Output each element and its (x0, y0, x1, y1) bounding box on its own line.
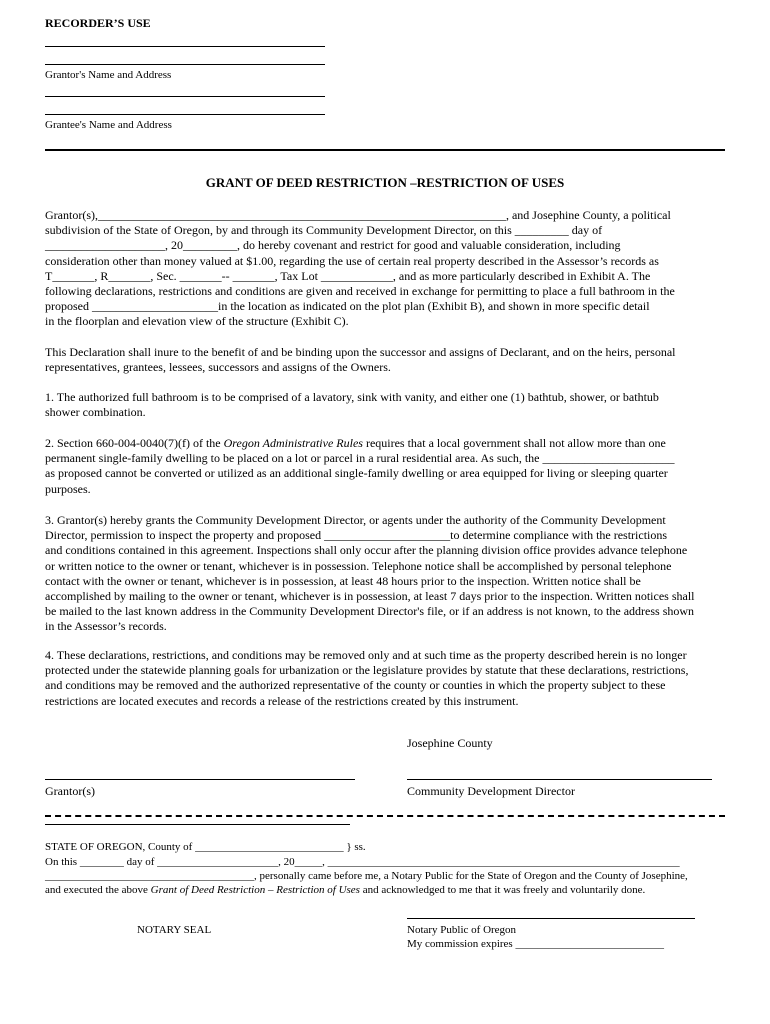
commission-expires-label: My commission expires ___________________________ (407, 938, 664, 950)
instrument-title: Grant of Deed Restriction – Restriction of Uses (150, 884, 360, 896)
notary-executed-text: and executed the above (45, 884, 151, 896)
item-3-line: Director, permission to inspect the property and proposed _____________________to determine compliance with the restrictions (45, 528, 668, 543)
item-3-line: contact with the owner or tenant, whichever is in possession, at least 48 hours prior to the inspection. Written notice shall be (45, 573, 641, 588)
item-1-line: shower combination. (45, 405, 146, 420)
director-signature-line[interactable] (407, 779, 712, 780)
intro-line: T_______, R_______, Sec. _______-- _______, Tax Lot ____________, and as more particularly described in Exhibit A. The (45, 268, 651, 283)
header-divider (45, 149, 725, 151)
item-3-line: be mailed to the last known address in the Community Development Director's file, or if an address is not known, to the address shown (45, 604, 695, 619)
notary-executed-line (45, 883, 645, 897)
item-2-line: permanent single-family dwelling to be placed on a lot or parcel in a rural residential area. As such, the ______________________ (45, 451, 675, 466)
notary-on-this-line: On this ________ day of ______________________, 20_____, ________________________________________________________________ (45, 856, 680, 868)
item-3-line: in the Assessor’s records. (45, 619, 167, 634)
notary-public-label: Notary Public of Oregon (407, 924, 517, 936)
grantor-signature-label: Grantor(s) (45, 784, 95, 798)
item-3-line: and conditions contained in this agreement. Inspections shall only occur after the planning division office provides advance telephone (45, 543, 688, 558)
grantee-line-2[interactable] (45, 114, 325, 115)
grantor-line-1[interactable] (45, 46, 325, 47)
intro-line: proposed _____________________in the location as indicated on the plot plan (Exhibit B), and shown in more specific detail (45, 299, 650, 314)
notary-signature-line[interactable] (407, 918, 695, 919)
director-signature-label: Community Development Director (407, 784, 575, 798)
item-3-line: accomplished by mailing to the owner or tenant, whichever is in possession, at least 7 days prior to the inspection. Written notices shall (45, 589, 695, 604)
notary-personally-line: ______________________________________, personally came before me, a Notary Public for the State of Oregon and the County of Josephine, (45, 870, 688, 882)
item-3-line: or written notice to the owner or tenant, whichever is in possession. Telephone notice shall be accomplished by personal telephone (45, 558, 672, 573)
declaration-line: This Declaration shall inure to the benefit of and be binding upon the successor and assigns of Declarant, and on the heirs, personal (45, 345, 676, 359)
document-title: GRANT OF DEED RESTRICTION –RESTRICTION OF USES (205, 175, 565, 190)
intro-paragraph (45, 208, 725, 330)
recorders-use-heading: RECORDER’S USE (45, 16, 151, 30)
item-3-line: 3. Grantor(s) hereby grants the Community Development Director, or agents under the authority of the Community Development (45, 513, 666, 527)
notary-seal-label: NOTARY SEAL (137, 924, 212, 936)
item-1-line: 1. The authorized full bathroom is to be comprised of a lavatory, sink with vanity, and either one (1) bathtub, shower, or bathtub (45, 390, 659, 404)
intro-line: following declarations, restrictions and conditions are given and received in exchange for permitting to place a full bathroom in the (45, 284, 675, 299)
grantor-signature-line[interactable] (45, 779, 355, 780)
item-2-paragraph (45, 436, 725, 497)
item-4-line: protected under the statewide planning goals for urbanization or the legislature provides by statute that these declarations, restrictions, (45, 663, 689, 678)
item-4-line: 4. These declarations, restrictions, and conditions may be removed only and at such time as the property described herein is no longer (45, 648, 687, 662)
declaration-line: representatives, grantees, lessees, successors and assigns of the Owners. (45, 360, 391, 375)
josephine-county-label: Josephine County (407, 736, 493, 750)
item-2-line (45, 436, 725, 451)
notary-separator-line (45, 824, 350, 825)
item-3-paragraph (45, 513, 725, 635)
intro-line: ____________________, 20_________, do hereby covenant and restrict for good and valuable consideration, including (45, 238, 621, 253)
intro-line: Grantor(s),____________________________________________________________________, and Josephine County, a political (45, 208, 671, 222)
item-4-line: restrictions are located executes and records a release of the restrictions created by this instrument. (45, 693, 519, 708)
section-dashed-divider (45, 815, 725, 817)
item-2-line: as proposed cannot be converted or utilized as an additional single-family dwelling or area equipped for living or sleeping quarter (45, 466, 668, 481)
grantee-line-1[interactable] (45, 96, 325, 97)
grantor-name-address-label: Grantor's Name and Address (45, 69, 172, 81)
intro-line: subdivision of the State of Oregon, by and through its Community Development Director, on this _________ day of (45, 223, 603, 238)
declaration-paragraph (45, 345, 725, 375)
item-4-paragraph (45, 648, 725, 709)
oregon-administrative-rules-title: Oregon Administrative Rules (223, 436, 363, 450)
intro-line: in the floorplan and elevation view of the structure (Exhibit C). (45, 314, 349, 329)
grantee-name-address-label: Grantee's Name and Address (45, 119, 172, 131)
item-2-line: purposes. (45, 481, 91, 496)
notary-executed-text: and acknowledged to me that it was freely and voluntarily done. (359, 884, 646, 896)
item-4-line: and conditions may be removed and the authorized representative of the county or counties in which the property subject to these (45, 678, 666, 693)
item-1-paragraph (45, 390, 725, 420)
grantor-line-2[interactable] (45, 64, 325, 65)
item-2-text: requires that a local government shall not allow more than one (362, 436, 666, 450)
item-2-text: 2. Section 660-004-0040(7)(f) of the (45, 436, 224, 450)
notary-state-line: STATE OF OREGON, County of ___________________________ } ss. (45, 841, 366, 853)
intro-line: consideration other than money valued at $1.00, regarding the use of certain real property described in the Assessor’s records as (45, 253, 659, 268)
